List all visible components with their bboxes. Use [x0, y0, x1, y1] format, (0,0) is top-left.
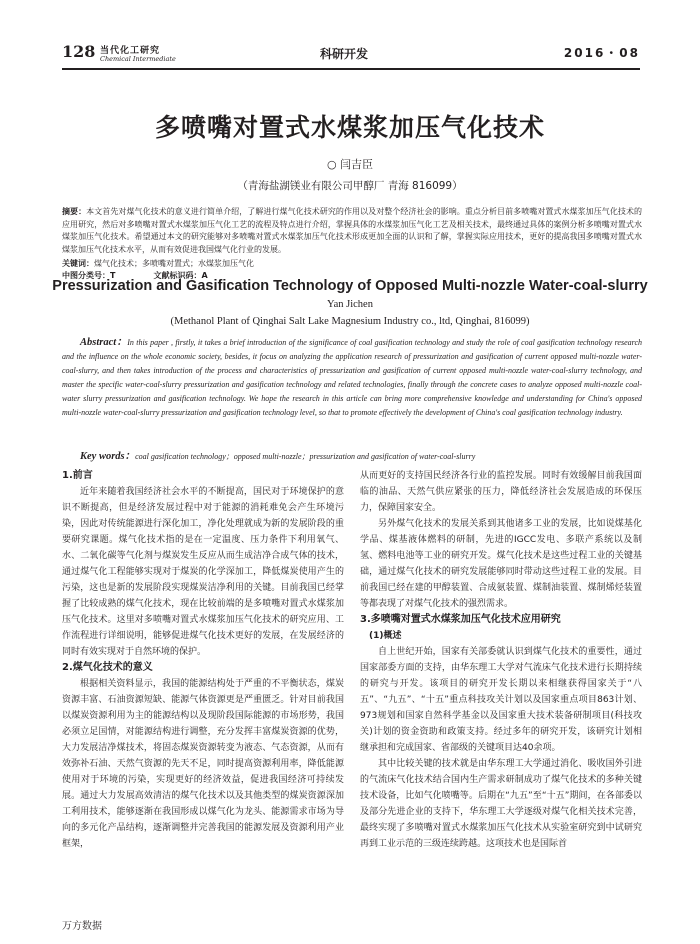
abstract-cn-label: 摘要： [62, 207, 87, 216]
abstract-cn [62, 206, 642, 256]
section-heading: 2.煤气化技术的意义 [62, 662, 153, 673]
keywords-cn-text: 煤气化技术；多喷嘴对置式；水煤浆加压气化 [94, 259, 254, 268]
english-keywords-label: Key words [80, 451, 125, 462]
body-column-right [360, 468, 642, 852]
english-affiliation: (Methanol Plant of Qinghai Salt Lake Magnesium Industry co., ltd, Qinghai, 816099) [170, 316, 530, 327]
english-title: Pressurization and Gasification Technology of Opposed Multi-nozzle Water-coal-slurry [52, 278, 648, 294]
body-column-left [62, 468, 344, 852]
section-name: 科研开发 [320, 47, 369, 61]
keywords-cn [62, 258, 642, 269]
section-heading: 1.前言 [62, 470, 93, 481]
header-rule [62, 68, 640, 70]
subsection-heading: (1)概述 [369, 631, 402, 641]
article-title: 多喷嘴对置式水煤浆加压气化技术 [154, 113, 545, 142]
paragraph: 根据相关资料显示，我国的能源结构处于严重的不平衡状态，煤炭资源丰富、石油资源短缺、能源气体资源更是严重匮乏。针对目前我国以煤炭资源利用为主的能源结构以及现阶段国际能源的市场形势，我国必须立足国情，对能源结构进行调整，充分发挥丰富煤炭资源的优势，大力发展洁净煤技术，将固态煤炭资源转变为液态、气态资源，从而有效弥补石油、天然气资源的先天不足，同时提高资源利用率，降低能源使用对于环境的污染，实现更好的经济效益，促进我国经济可持续发展。通过大力发展高效清洁的煤气化技术以及其他类型的煤炭资源深加工利用技术，能够逐渐在我国形成以煤气化为龙头、能源需求市场为导向的多元化产品结构，逐渐调整并完善我国的能源发展及资源利用产业框架， [62, 679, 344, 849]
doc-code-label: 文献标识码： [153, 271, 202, 280]
affiliation: （青海盐湖镁业有限公司甲醇厂 青海 816099） [237, 180, 463, 192]
section-heading: 3.多喷嘴对置式水煤浆加压气化技术应用研究 [360, 614, 561, 625]
paragraph: 近年来随着我国经济社会水平的不断提高，国民对于环境保护的意识不断提高，但是经济发展过程中对于能源的消耗难免会产生环境污染，因此对传统能源进行深化加工，净化处理就成为新的发展阶段的重要研究课题。煤气化技术指的是在一定温度、压力条件下利用氧气、水、二氧化碳等气化剂与煤炭发生反应从而生成洁净合成气体的技术，通过煤气化工程能够实现对于煤炭的化学深加工，降低煤炭使用产生的污染，这也是新的发展阶段实现煤炭洁净利用的关键。目前我国已经掌握了比较成熟的煤气化技术，现在比较前端的是多喷嘴对置式水煤浆加压气化技术。这里对多喷嘴对置式水煤浆加压气化技术的研究应用、工作流程进行详细说明，能够促进煤气化技术更好的发展，在发展经济的同时有效实现对于自然环境的保护。 [62, 487, 344, 657]
english-author: Yan Jichen [327, 299, 373, 310]
class-value: T [110, 271, 116, 280]
footer-watermark: 万方数据 [62, 921, 102, 932]
english-keywords: Key words：coal gasification technology；opposed multi-nozzle；pressurization and gasification of water-coal-slurry [80, 451, 476, 462]
paragraph: 自上世纪开始，国家有关部委就认识到煤气化技术的重要性，通过国家部委方面的支持，由华东理工大学对气流床气化技术进行长期持续的研究与开发。该项目的研究开发长期以来相继获得国家关于“八五”、“九五”、“十五”重点科技攻关计划以及国家重点项目863计划、973规划和国家自然科学基金以及国家重大技术装备研制项目(科技攻关)计划的资金资助和政策支持。经过多年的研究开发，该研究计划相继承担和完成国家、省部级的关键项目达40余项。 [360, 647, 642, 753]
issue-number: 2016・08 [563, 46, 640, 60]
english-keywords-text: coal gasification technology；opposed multi-nozzle；pressurization and gasification of water-coal-slurry [135, 452, 476, 461]
journal-name-en: Chemical Intermediate [100, 55, 176, 63]
running-header [62, 40, 640, 68]
doc-code-value: A [201, 271, 208, 280]
class-label: 中图分类号： [62, 271, 110, 280]
paragraph: 其中比较关键的技术就是由华东理工大学通过消化、吸收国外引进的气流床气化技术结合国内生产需求研制成功了煤气化技术的多种关键技术设备，比如气化喷嘴等。后期在“九五”至“十五”期间，在各部委以及部分先进企业的支持下，华东理工大学逐级对煤气化相关技术完善，最终实现了多喷嘴对置式水煤浆加压气化技术从实验室研究到中试研究再到工业示范的三级连续跨越。这项技术也是国际首 [360, 759, 642, 849]
keywords-cn-label: 关键词： [62, 259, 94, 268]
journal-name-cn: 当代化工研究 [100, 46, 161, 56]
abstract-cn-text: 本文首先对煤气化技术的意义进行简单介绍，了解进行煤气化技术研究的作用以及对整个经济社会的影响。重点分析目前多喷嘴对置式水煤浆加压气化技术的应用研究，然后对多喷嘴对置式水煤浆加压气化工艺的流程及特点进行介绍，掌握具体的水煤浆加压气化工艺及相关技术，最终通过具体的案例分析多喷嘴对置式水煤浆加压气化技术。希望通过本文的研究能够对多喷嘴对置式水煤浆加压气化技术形成更加全面的认识和了解，掌握实际应用技术，更好的提高我国多喷嘴对置式水煤浆加压气化技术水平，从而有效促进我国煤气化行业的发展。 [62, 207, 642, 254]
paragraph: 另外煤气化技术的发展关系到其他诸多工业的发展，比如说煤基化学品、煤基液体燃料的研制，先进的IGCC发电、多联产系统以及制氢、燃料电池等工业的研究开发。煤气化技术是这些过程工业的关键基础，通过煤气化技术的研究发展能够同时带动这些过程工业的发展。目前我国已经在建的甲醇装置、合成氨装置、煤制油装置、煤制烯烃装置等都表现了对煤气化技术的强烈需求。 [360, 519, 642, 609]
english-abstract: Abstract：In this paper , firstly, it takes a brief introduction of the significance of coal gasification technology and study the role of coal gasification technology research and the influence on the whole economic society, besides, it focus on analyzing the application research of pressurization and gasification of current opposed multi-nozzle water-coal-slurry, and then takes introduction of the process and characteristics of pressurization and gasification of current opposed multi-nozzle water-coal-slurry technology, and master the specific water-coal-slurry pressurization and gasification technology and related technologies, finally through the concrete cases to analyze opposed multi-nozzle coal-water slurry pressurization and gasification technology. We hope the research in this article can bring more comprehensive knowledge and understanding for China's opposed multi-nozzle water-coal-slurry pressurization and gasification technology level, so that to promote effectively the development of China's coal gasification technology industry. [62, 337, 643, 417]
english-abstract-label: Abstract [80, 337, 117, 348]
english-abstract-text: In this paper , firstly, it takes a brief introduction of the significance of coal gasification technology and study the role of coal gasification technology research and the influence on the whole economic society, besides, it focus on analyzing the application research of pressurization and gasification of current opposed multi-nozzle water-coal-slurry, and then takes introduction of the process and characteristics of pressurization and gasification of current opposed multi-nozzle water-coal-slurry technology, and master the specific water-coal-slurry pressurization and gasification technology and related technologies, finally through the concrete cases to analyze opposed multi-nozzle coal-water slurry pressurization and gasification technology. We hope the research in this article can bring more comprehensive knowledge and understanding for China's opposed multi-nozzle water-coal-slurry pressurization and gasification technology level, so that to promote effectively the development of China's coal gasification technology industry. [62, 338, 643, 417]
page-number: 128 [62, 42, 96, 61]
author: ○ 闫吉臣 [326, 158, 374, 171]
paragraph: 从而更好的支持国民经济各行业的监控发展。同时有效缓解目前我国面临的油品、天然气供应紧张的压力，降低经济社会发展造成的环保压力，保障国家安全。 [360, 471, 642, 513]
